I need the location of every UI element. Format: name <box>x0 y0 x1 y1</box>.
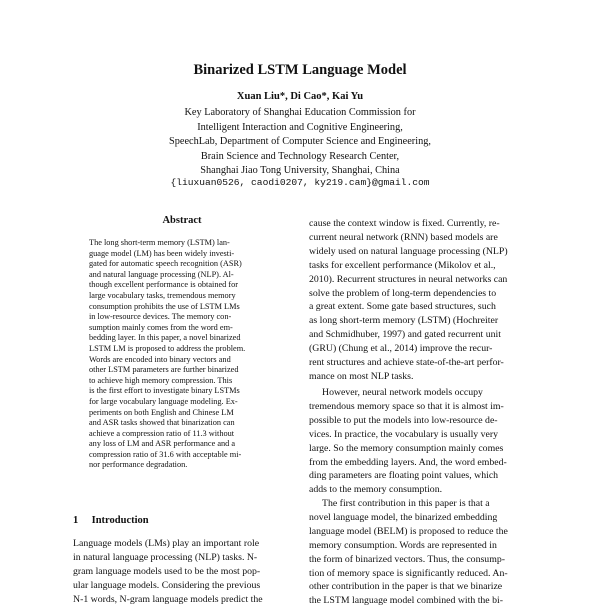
body-line: memory consumption. Words are represented in <box>309 539 497 551</box>
introduction-line: in natural language processing (NLP) tasks. N- <box>73 551 258 563</box>
body-line: language model (BELM) is proposed to reduce the <box>309 525 508 537</box>
body-line: vices. In practice, the vocabulary is usually very <box>309 428 499 440</box>
affiliation-line: Brain Science and Technology Research Center, <box>200 150 400 162</box>
abstract-line: LSTM LM is proposed to address the problem. <box>89 343 246 353</box>
body-line: cause the context window is fixed. Currently, re- <box>309 218 500 229</box>
body-line: tremendous memory space so that it is almost im- <box>309 400 504 412</box>
body-line: current neural network (RNN) based models are <box>309 231 498 243</box>
body-line: other contribution in the paper is that we binarize <box>309 581 503 593</box>
body-line: (GRU) (Chung et al., 2014) improve the recur- <box>309 343 493 355</box>
body-line: tion of memory space is significantly reduced. An- <box>309 567 508 579</box>
body-line: a great extent. Some gate based structures, such <box>309 301 496 313</box>
body-line: mance on most NLP tasks. <box>309 370 414 382</box>
abstract-line: is the first effort to investigate binary LSTMs <box>89 386 240 396</box>
abstract-line: periments on both English and Chinese LM <box>89 407 234 417</box>
body-line: widely used on natural language processing (NLP) <box>309 245 508 257</box>
author-emails: {liuxuan0526, caodi0207, ky219.cam}@gmail.com <box>170 177 430 188</box>
body-line: rent structures and achieve state-of-the-art perfor- <box>309 357 504 369</box>
abstract-line: large vocabulary tasks, tremendous memory <box>89 290 236 300</box>
abstract-line: The long short-term memory (LSTM) lan- <box>89 238 230 247</box>
body-line: tasks for excellent performance (Mikolov et al., <box>309 259 496 271</box>
affiliation-line: Shanghai Jiao Tong University, Shanghai, China <box>200 165 400 176</box>
section-title: Introduction <box>91 515 149 526</box>
body-line: adds to the memory consumption. <box>309 484 443 496</box>
affiliation-line: Key Laboratory of Shanghai Education Commission for <box>184 107 416 118</box>
body-line: However, neural network models occupy <box>322 387 483 398</box>
paper-authors: Xuan Liu*, Di Cao*, Kai Yu <box>236 91 364 102</box>
right-column-paragraph-2 <box>309 386 531 497</box>
body-line: solve the problem of long-term dependencies to <box>309 287 497 299</box>
abstract-line: other LSTM parameters are further binarized <box>89 365 239 375</box>
affiliation-line: SpeechLab, Department of Computer Science and Engineering, <box>169 136 431 147</box>
body-line: the LSTM language model combined with the bi- <box>309 595 503 607</box>
introduction-line: Language models (LMs) play an important role <box>73 538 260 549</box>
abstract-line: and natural language processing (NLP). Al- <box>89 269 234 279</box>
body-line: and Schmidhuber, 1997) and gated recurrent unit <box>309 329 501 341</box>
abstract-line: gated for automatic speech recognition (ASR) <box>89 259 242 269</box>
abstract-line: compression ratio of 31.6 with acceptable mi- <box>89 449 242 459</box>
affiliation-block <box>0 106 600 179</box>
introduction-line: N-1 words, N-gram language models predict the <box>73 593 263 605</box>
abstract-line: though excellent performance is obtained for <box>89 280 239 290</box>
abstract-line: nor performance degradation. <box>89 460 188 470</box>
abstract-line: for large vocabulary language modeling. Ex- <box>89 396 238 406</box>
body-line: the form of binarized vectors. Thus, the consump- <box>309 553 505 565</box>
paper-title: Binarized LSTM Language Model <box>193 62 407 78</box>
body-line: The first contribution in this paper is that a <box>322 498 490 509</box>
body-line: ding parameters are floating point values, which <box>309 470 499 482</box>
abstract-heading: Abstract <box>162 215 202 226</box>
body-line: as long short-term memory (LSTM) (Hochreiter <box>309 315 499 327</box>
abstract-line: to achieve high memory compression. This <box>89 375 233 385</box>
introduction-heading <box>73 515 149 526</box>
right-column-paragraph-3 <box>309 497 531 608</box>
abstract-line: guage model (LM) has been widely investi- <box>89 248 235 258</box>
right-column-paragraph-1 <box>309 217 531 384</box>
abstract-line: and ASR tasks showed that binarization can <box>89 418 235 428</box>
introduction-line: gram language models used to be the most pop- <box>73 565 261 577</box>
abstract-line: sumption mainly comes from the word em- <box>89 322 233 332</box>
body-line: novel language model, the binarized embedding <box>309 511 498 523</box>
abstract-line: consumption prohibits the use of LSTM LMs <box>89 301 240 311</box>
abstract-line: Words are encoded into binary vectors and <box>89 354 231 364</box>
introduction-line: ular language models. Considering the previous <box>73 579 261 591</box>
body-line: large. So the memory consumption mainly comes <box>309 442 504 454</box>
section-number: 1 <box>73 515 79 526</box>
body-line: possible to put the models into low-resource de- <box>309 414 498 426</box>
body-line: from the embedding layers. And, the word embed- <box>309 456 507 468</box>
introduction-body <box>73 537 295 607</box>
abstract-line: in low-resource devices. The memory con- <box>89 312 232 322</box>
affiliation-line: Intelligent Interaction and Cognitive Engineering, <box>197 121 403 133</box>
abstract-body <box>89 238 279 471</box>
abstract-line: bedding layer. In this paper, a novel binarized <box>89 333 241 343</box>
abstract-line: achieve a compression ratio of 11.3 without <box>89 428 235 438</box>
abstract-line: any loss of LM and ASR performance and a <box>89 439 236 449</box>
body-line: 2010). Recurrent structures in neural networks can <box>309 273 508 285</box>
